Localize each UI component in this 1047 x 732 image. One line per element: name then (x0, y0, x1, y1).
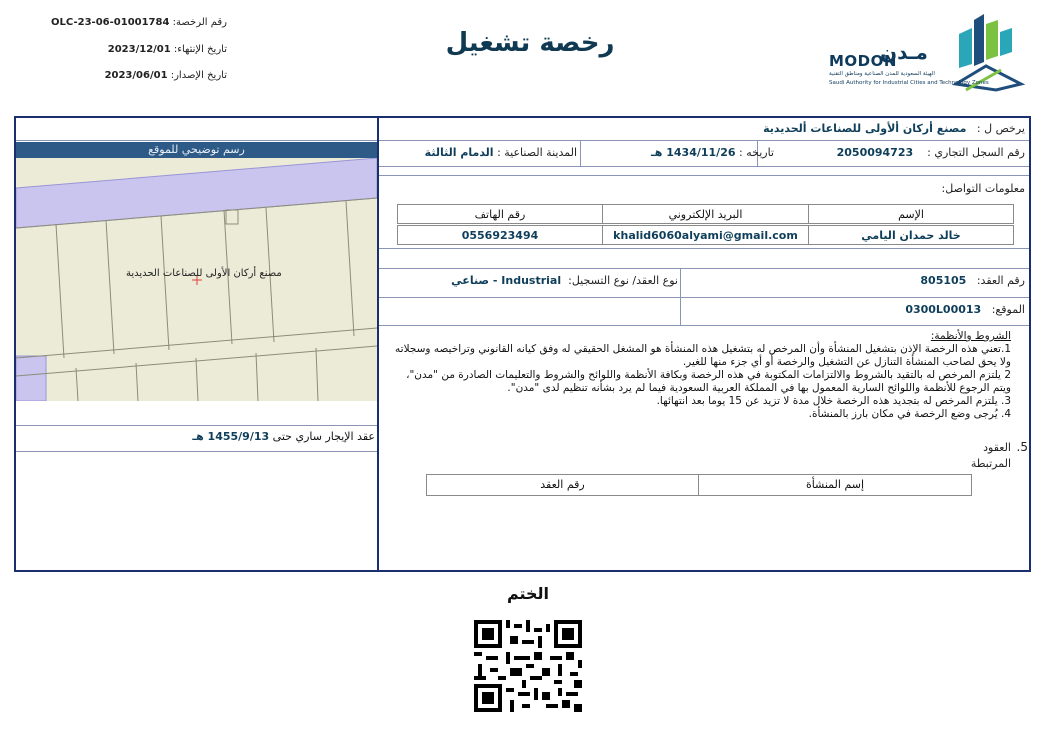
city-label: المدينة الصناعية : (497, 146, 577, 159)
divider (580, 141, 581, 166)
divider (16, 425, 377, 426)
map-facility-label: مصنع أركان الأولى للصناعات الحديدية (126, 268, 282, 279)
related-header-facility: إسم المنشأة (698, 474, 972, 496)
licensee-row (763, 122, 1025, 135)
expiry-line (108, 44, 227, 55)
frame-divider (377, 116, 379, 572)
divider (379, 248, 1029, 249)
lease-date: 1455/9/13 هـ (192, 430, 270, 443)
contract-type: Industrial - صناعي (451, 274, 562, 287)
license-number-line (51, 17, 227, 28)
license-number-label: رقم الرخصة: (172, 17, 227, 28)
terms-title: الشروط والأنظمة: (930, 330, 1011, 342)
contract-number-row (920, 274, 1025, 287)
divider (379, 268, 1029, 269)
divider (16, 140, 377, 141)
divider (16, 451, 377, 452)
issue-line (105, 70, 227, 81)
site-map-drawing (16, 158, 377, 401)
cr-date-row (651, 146, 774, 159)
expiry-label: تاريخ الإنتهاء: (173, 44, 227, 55)
logo-text-en: MODON (829, 52, 897, 70)
contact-header-name: الإسم (808, 204, 1014, 224)
site-label: الموقع: (991, 303, 1025, 316)
term-item: 4. يُرجى وضع الرخصة في مكان بارز بالمنشأة. (808, 408, 1011, 420)
contact-name: خالد حمدان اليامي (808, 225, 1014, 245)
contract-number: 805105 (920, 274, 967, 287)
licensee-name: مصنع أركان ألأولى للصناعات ألحديدية (763, 122, 967, 135)
cr-date-label: تاريخه : (739, 146, 774, 159)
contact-header-email: البريد الإلكتروني (602, 204, 809, 224)
term-item: 1.تعني هذه الرخصة الإذن بتشغيل المنشأة وأن المرخص له بتشغيل هذه المنشأة هو المشغل الحقيقي له وفق كيانه القانوني وتراخيصه وسجلاته ولا يحق لصاحب المنشأة التنازل عن التشغيل والرخصة أو أي جزء منها للغير. (395, 343, 1011, 368)
term-item: 2 يلتزم المرخص له بالتقيد بالشروط والالتزامات المكتوبة في هذه الرخصة وبكافة الأنظمة واللوائح والشروط والتعليمات الصادرة من "مدن"، ويتم الرجوع للأنظمة واللوائح السارية المعمول بها في المملكة العربية السعودية فيما لم يرد بشأنه تنظيم لدى "مدن". (406, 369, 1011, 394)
term-5-number: 5. (1016, 440, 1028, 454)
cr-row (837, 146, 1025, 159)
divider (379, 325, 1029, 326)
related-header-contract: رقم العقد (426, 474, 699, 496)
city-name: الدمام الثالثة (424, 146, 494, 159)
qr-code-icon (474, 620, 582, 712)
license-number: OLC-23-06-01001784 (51, 17, 170, 28)
contact-email: khalid6060alyami@gmail.com (602, 225, 809, 245)
issue-label: تاريخ الإصدار: (170, 70, 227, 81)
page-title: رخصة تشغيل (445, 28, 615, 58)
issue-date: 2023/06/01 (104, 70, 168, 81)
licensee-label: يرخص ل : (976, 122, 1025, 135)
related-contracts-label: العقود المرتبطة (970, 441, 1011, 470)
cr-label: رقم السجل التجاري : (927, 146, 1025, 159)
site-code: 0300L00013 (905, 303, 982, 316)
logo-subtitle-ar: الهيئة السعودية للمدن الصناعية ومناطق التقنية (829, 71, 935, 77)
contact-phone: 0556923494 (397, 225, 603, 245)
contact-label: معلومات التواصل: (941, 182, 1025, 195)
term-item: 3. يلتزم المرخص له بتجديد هذه الرخصة خلال مدة لا تزيد عن 15 يوما بعد انتهائها. (656, 395, 1011, 407)
cr-number: 2050094723 (836, 146, 914, 159)
logo-text-ar: مـدن (880, 40, 928, 64)
logo-subtitle-en: Saudi Authority for Industrial Cities and Technology Zones (829, 80, 989, 86)
lease-row (192, 430, 375, 443)
divider (379, 166, 1029, 167)
map-title: رسم توضيحي للموقع (16, 142, 377, 158)
cr-date: 1434/11/26 هـ (651, 146, 736, 159)
site-row (905, 303, 1025, 316)
seal-title: الختم (506, 584, 550, 603)
divider (379, 140, 1029, 141)
lease-label: عقد الإيجار ساري حتى (272, 430, 375, 443)
expiry-date: 2023/12/01 (107, 44, 171, 55)
contract-type-label: نوع العقد/ نوع التسجيل: (568, 274, 678, 287)
divider (379, 175, 1029, 176)
contract-type-row (451, 274, 678, 287)
divider (680, 269, 681, 325)
contract-number-label: رقم العقد: (976, 274, 1025, 287)
contact-header-phone: رقم الهاتف (397, 204, 603, 224)
site-map (16, 158, 377, 401)
city-row (425, 146, 577, 159)
divider (379, 297, 1029, 298)
terms-section (391, 330, 1011, 421)
